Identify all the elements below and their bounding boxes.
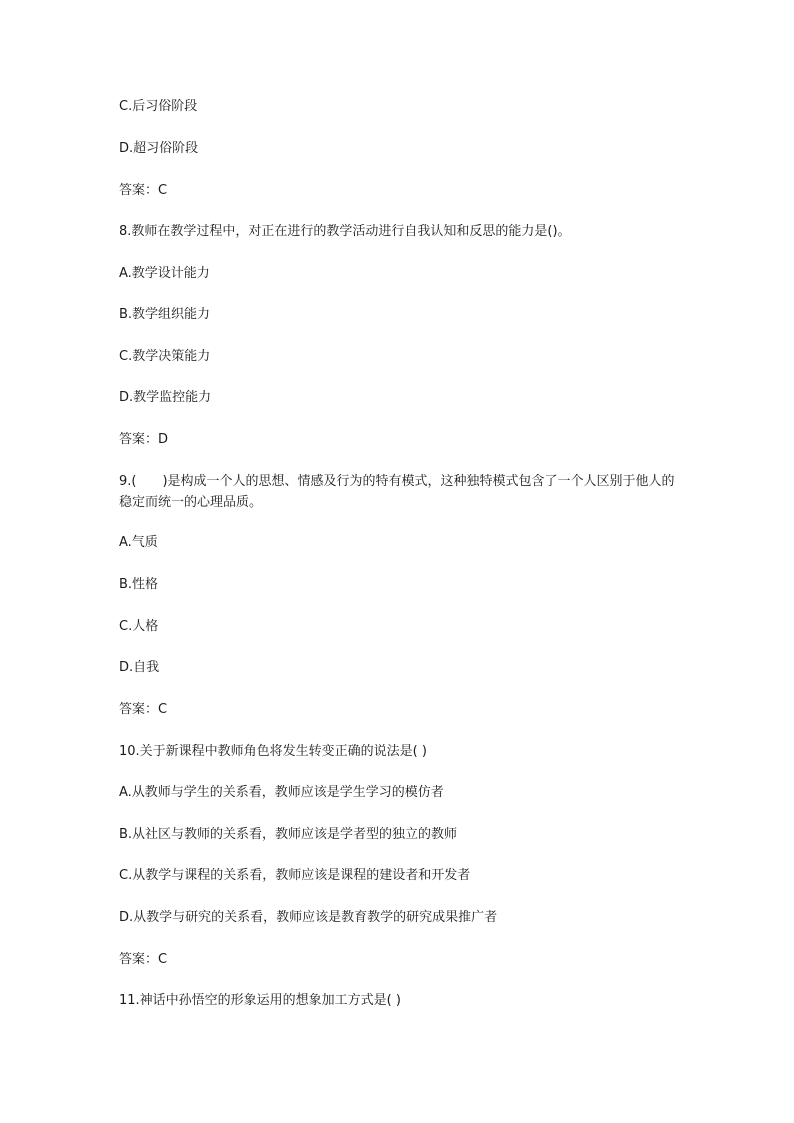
question-10: 10.关于新课程中教师角色将发生转变正确的说法是( ) (119, 744, 427, 759)
answer-q7: 答案：C (119, 183, 168, 198)
option-d-q7: D.超习俗阶段 (119, 141, 199, 156)
option-d-q9: D.自我 (119, 660, 160, 675)
option-c-q10: C.从教学与课程的关系看，教师应该是课程的建设者和开发者 (119, 868, 471, 883)
option-a-q8: A.教学设计能力 (119, 266, 210, 281)
option-a-q10: A.从教师与学生的关系看，教师应该是学生学习的模仿者 (119, 785, 444, 800)
option-d-q8: D.教学监控能力 (119, 390, 212, 405)
option-b-q10: B.从社区与教师的关系看，教师应该是学者型的独立的教师 (119, 827, 458, 842)
option-c-q7: C.后习俗阶段 (119, 99, 198, 114)
question-11: 11.神话中孙悟空的形象运用的想象加工方式是( ) (119, 993, 401, 1008)
option-b-q9: B.性格 (119, 577, 159, 592)
question-9: 9.( )是构成一个人的思想、情感及行为的特有模式，这种独特模式包含了一个人区别于他人的稳定而统一的心理品质。 (119, 474, 675, 510)
option-a-q9: A.气质 (119, 535, 158, 550)
option-d-q10: D.从教学与研究的关系看，教师应该是教育教学的研究成果推广者 (119, 910, 498, 925)
question-8: 8.教师在教学过程中，对正在进行的教学活动进行自我认知和反思的能力是()。 (119, 224, 571, 239)
answer-q10: 答案：C (119, 952, 168, 967)
option-c-q8: C.教学决策能力 (119, 349, 211, 364)
option-c-q9: C.人格 (119, 619, 159, 634)
answer-q9: 答案：C (119, 702, 168, 717)
option-b-q8: B.教学组织能力 (119, 307, 211, 322)
answer-q8: 答案：D (119, 432, 169, 447)
